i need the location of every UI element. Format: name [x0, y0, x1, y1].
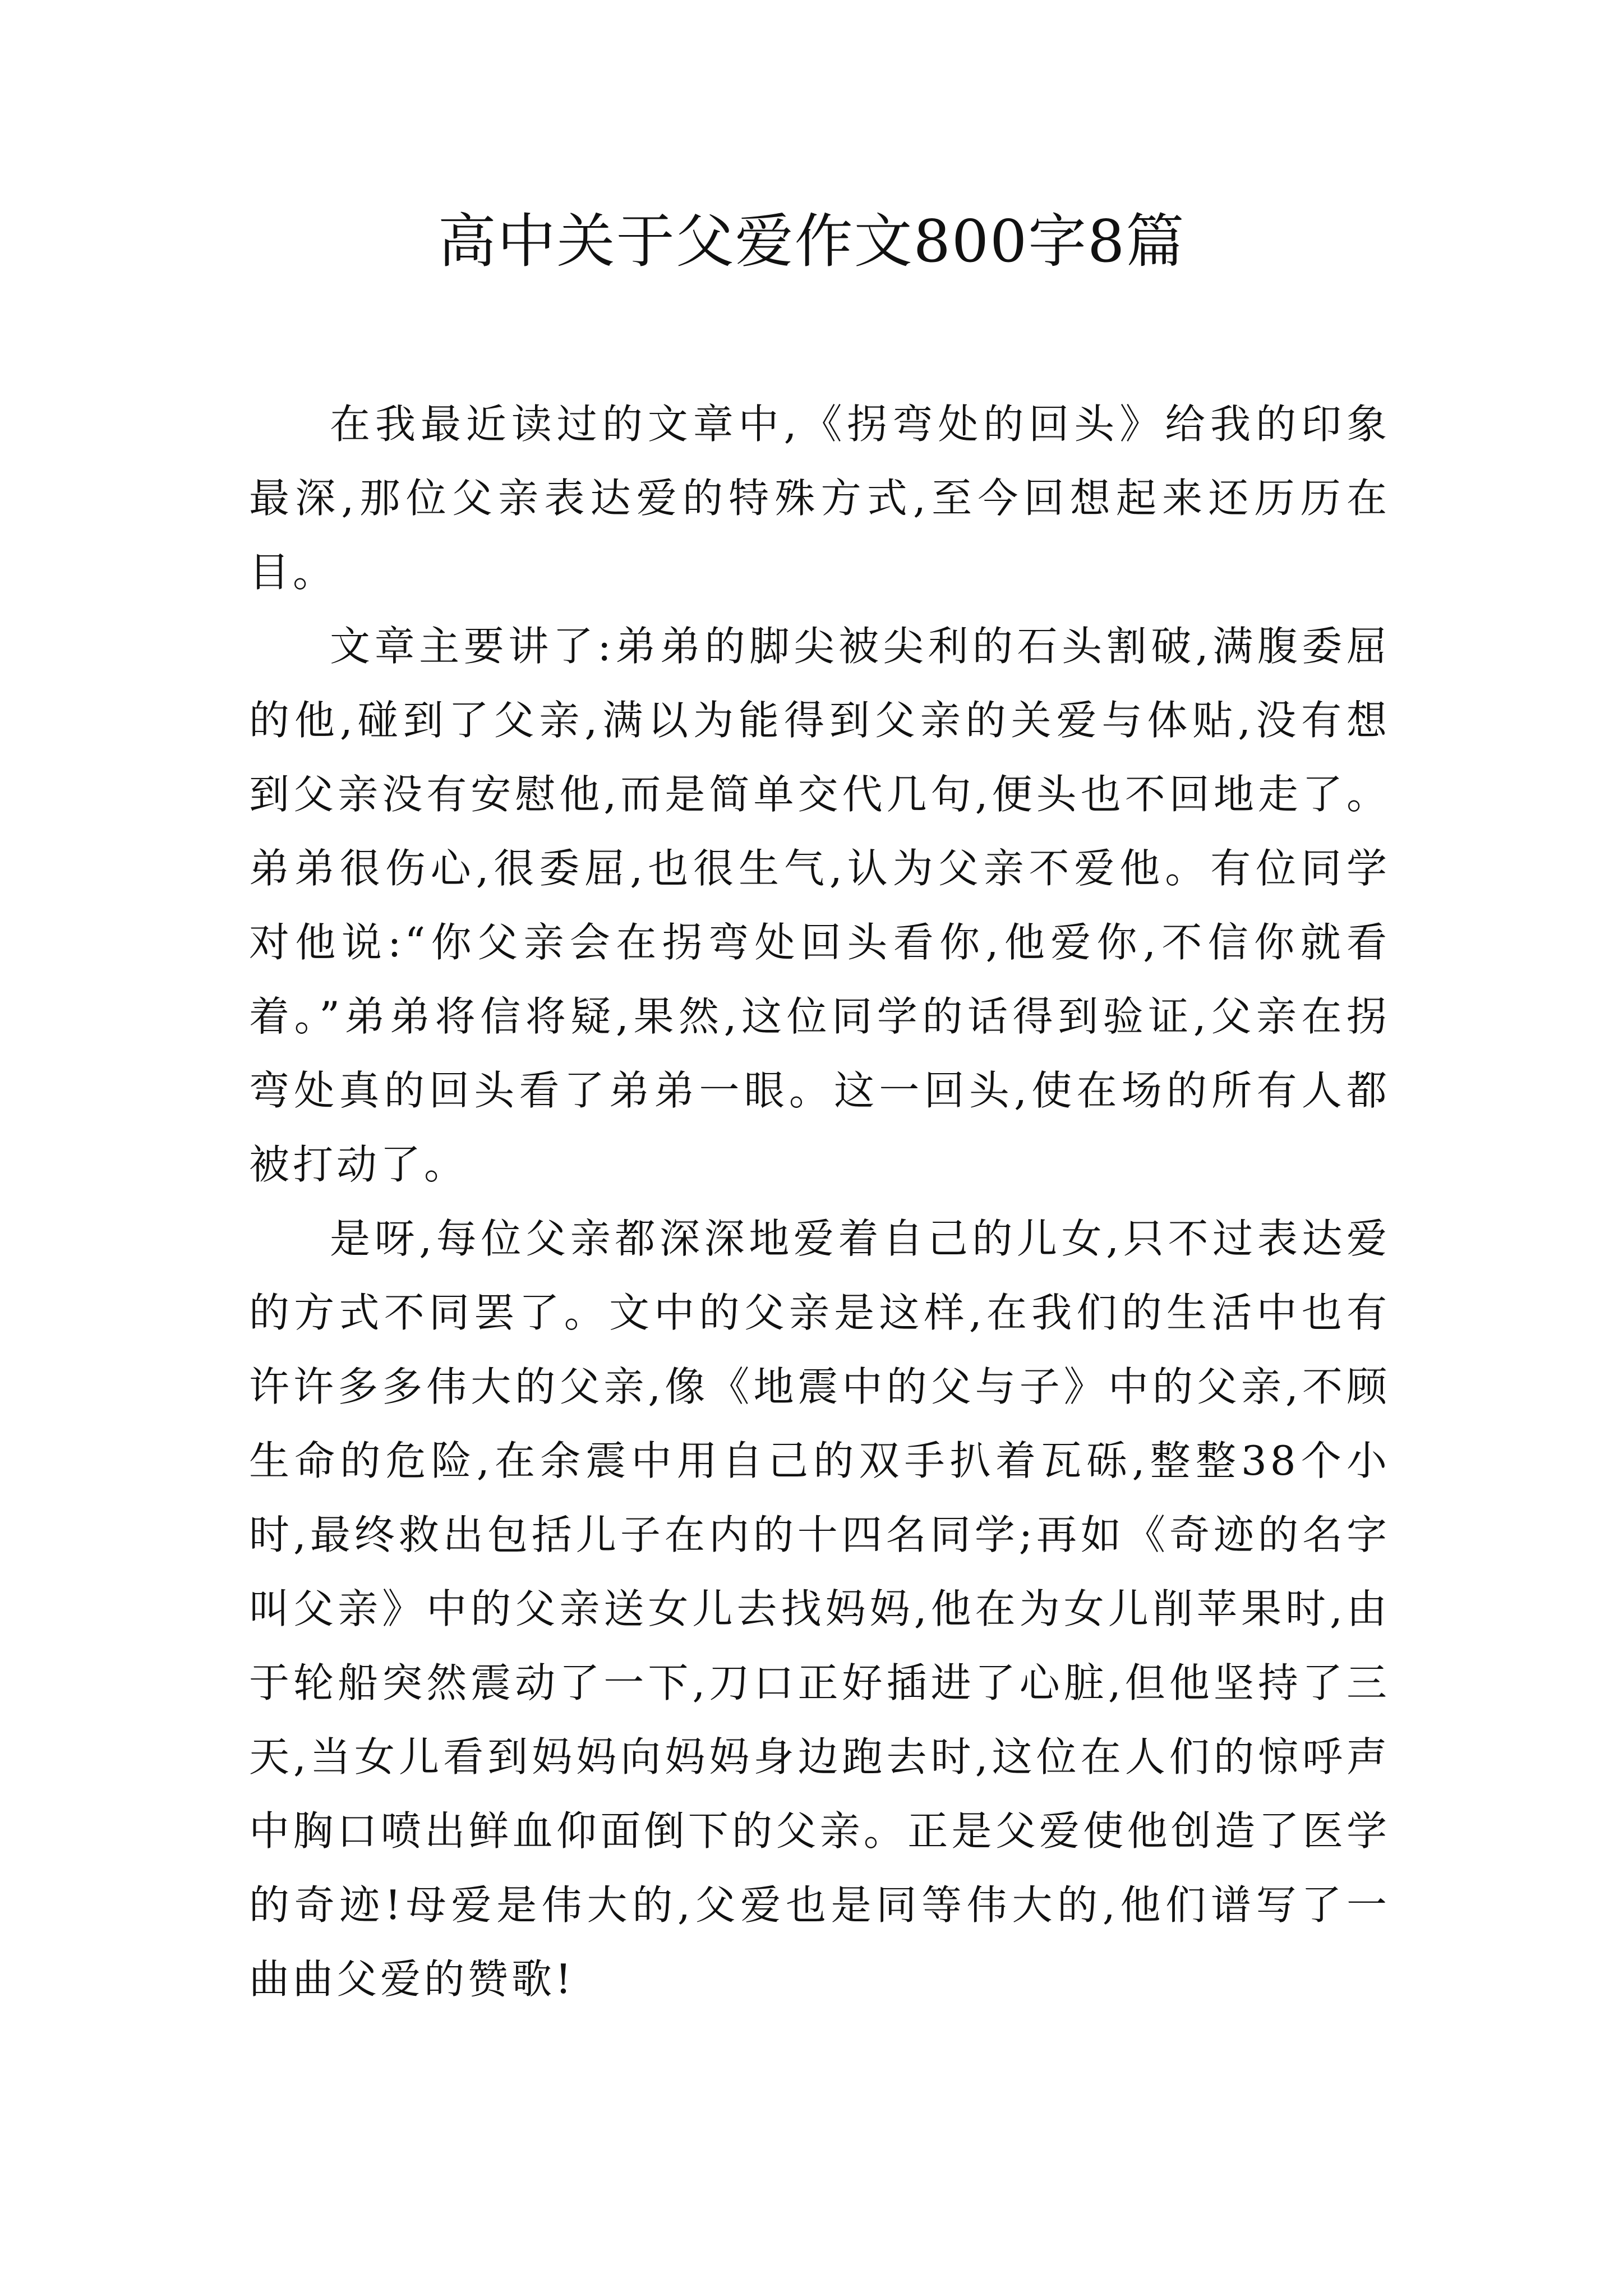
paragraph-2: 文章主要讲了:弟弟的脚尖被尖利的石头割破,满腹委屈的他,碰到了父亲,满以为能得到父亲的关爱与体贴,没有想到父亲没有安慰他,而是简单交代几句,便头也不回地走了。弟弟很伤心,很委屈,也很生气,认为父亲不爱他。有位同学对他说:“你父亲会在拐弯处回头看你,他爱你,不信你就看着。”弟弟将信将疑,果然,这位同学的话得到验证,父亲在拐弯处真的回头看了弟弟一眼。这一回头,使在场的所有人都被打动了。 [249, 623, 1390, 1188]
paragraph-3: 是呀,每位父亲都深深地爱着自己的儿女,只不过表达爱的方式不同罢了。文中的父亲是这样,在我们的生活中也有许许多多伟大的父亲,像《地震中的父与子》中的父亲,不顾生命的危险,在余震中用自己的双手扒着瓦砾,整整38个小时,最终救出包括儿子在内的十四名同学;再如《奇迹的名字叫父亲》中的父亲送女儿去找妈妈,他在为女儿削苹果时,由于轮船突然震动了一下,刀口正好插进了心脏,但他坚持了三天,当女儿看到妈妈向妈妈身边跑去时,这位在人们的惊呼声中胸口喷出鲜血仰面倒下的父亲。正是父爱使他创造了医学的奇迹!母爱是伟大的,父爱也是同等伟大的,他们谱写了一曲曲父爱的赞歌! [249, 1215, 1390, 2003]
document-body [249, 387, 1390, 2016]
document-title: 高中关于父爱作文800字8篇 [437, 207, 1186, 275]
paragraph-1: 在我最近读过的文章中,《拐弯处的回头》给我的印象最深,那位父亲表达爱的特殊方式,至今回想起来还历历在目。 [249, 401, 1390, 596]
